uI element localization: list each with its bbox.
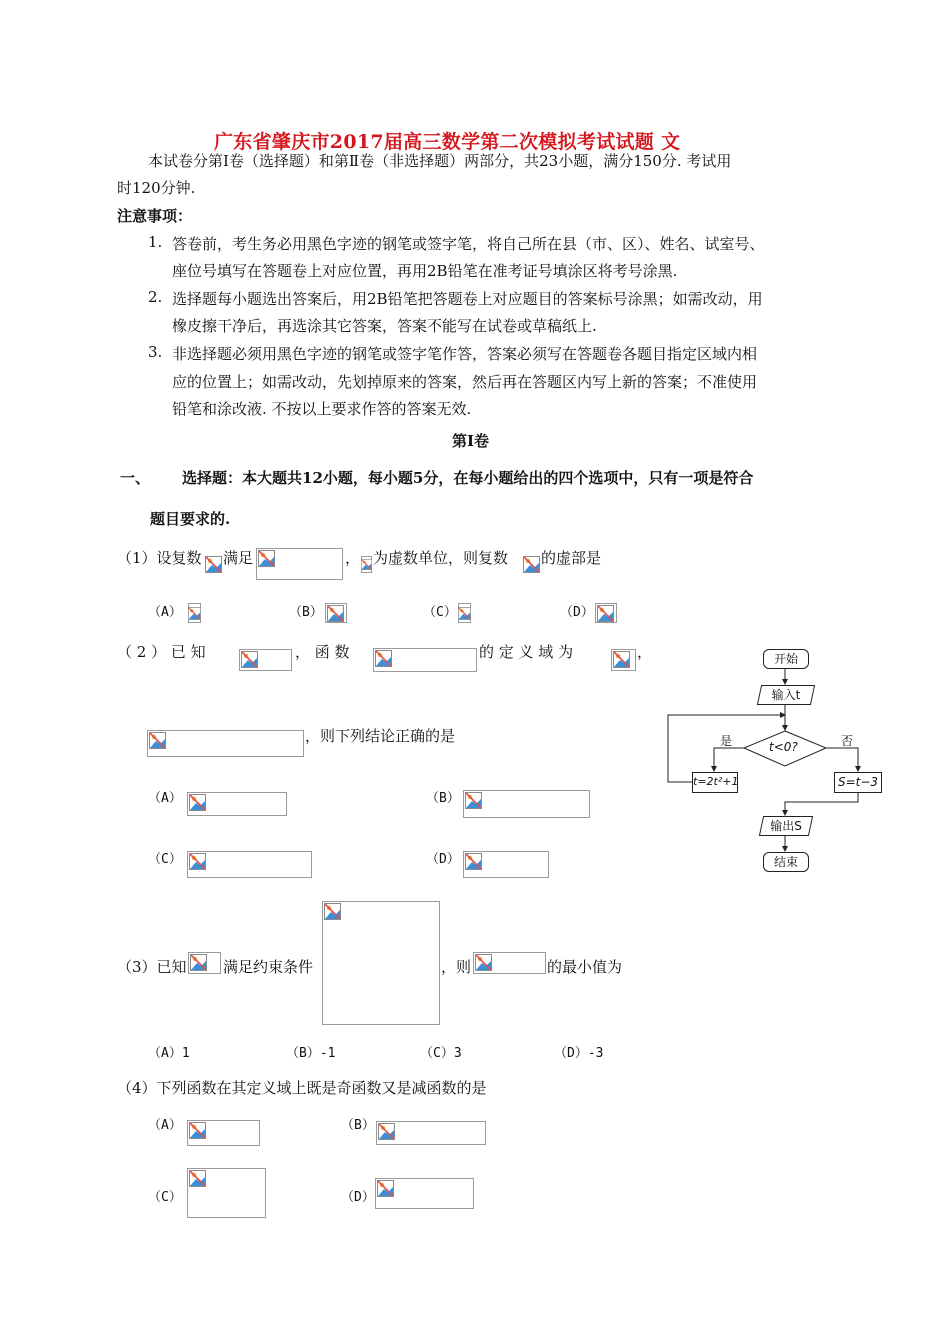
flowchart-process-yes: t=2t²+1 xyxy=(692,772,738,793)
q2-text-4: ， xyxy=(637,643,653,661)
formula-image xyxy=(239,649,292,671)
note-1-line-2: 座位号填写在答题卷上对应位置，再用2B铅笔在准考证号填涂区将考号涂黑. xyxy=(172,262,678,280)
flowchart xyxy=(660,640,910,880)
formula-image xyxy=(187,1120,260,1146)
note-1-line-1: 答卷前，考生务必用黑色字迹的钢笔或签字笔，将自己所在县（市、区）、姓名、试室号、 xyxy=(172,235,765,253)
broken-image-icon xyxy=(475,954,492,971)
broken-image-icon xyxy=(189,1170,206,1187)
formula-image xyxy=(187,1168,266,1218)
q1-option-a-label: （A） xyxy=(148,605,182,620)
note-3-line-3: 铅笔和涂改液. 不按以上要求作答的答案无效. xyxy=(172,400,472,418)
formula-image xyxy=(473,952,546,974)
formula-image xyxy=(187,851,312,878)
broken-image-icon xyxy=(361,556,372,573)
flowchart-process-no: S=t−3 xyxy=(834,772,882,793)
formula-image xyxy=(147,730,304,757)
flowchart-end: 结束 xyxy=(763,852,809,872)
q4-option-a-label: （A） xyxy=(148,1118,182,1133)
q1-option-c-label: （C） xyxy=(423,605,457,620)
notes-heading: 注意事项： xyxy=(117,207,193,225)
flowchart-output xyxy=(759,816,813,836)
broken-image-icon xyxy=(188,605,201,622)
flowchart-no-label: 否 xyxy=(841,734,854,748)
q1-option-b-label: （B） xyxy=(289,605,323,620)
intro-line-2: 时120分钟. xyxy=(117,179,196,197)
q2-text-3: 的 定 义 域 为 xyxy=(479,643,574,661)
broken-image-icon xyxy=(189,853,206,870)
formula-image xyxy=(523,556,540,573)
formula-image xyxy=(187,792,287,816)
flowchart-input-label: 输入t xyxy=(771,688,801,702)
q4-option-b-label: （B） xyxy=(341,1118,375,1133)
broken-image-icon xyxy=(324,903,341,920)
section-heading-line-1: 选择题：本大题共12小题，每小题5分，在每小题给出的四个选项中，只有一项是符合 xyxy=(182,469,754,487)
section-heading-line-2: 题目要求的. xyxy=(150,510,231,528)
q1-text-3: ， xyxy=(345,549,361,567)
broken-image-icon xyxy=(597,605,614,622)
formula-image xyxy=(463,790,590,818)
q4-text: （4）下列函数在其定义域上既是奇函数又是减函数的是 xyxy=(117,1079,487,1097)
broken-image-icon xyxy=(327,605,344,622)
broken-image-icon xyxy=(465,853,482,870)
broken-image-icon xyxy=(258,550,275,567)
flowchart-input xyxy=(757,685,815,705)
formula-image xyxy=(375,1178,474,1209)
formula-image xyxy=(458,603,471,623)
formula-image xyxy=(611,649,636,671)
broken-image-icon xyxy=(241,651,258,668)
q2-text-1: （ 2 ） 已 知 xyxy=(117,643,206,661)
broken-image-icon xyxy=(189,794,206,811)
flowchart-connectors xyxy=(660,640,910,880)
flowchart-start: 开始 xyxy=(763,649,809,669)
broken-image-icon xyxy=(465,792,482,809)
q1-text-1: （1）设复数 xyxy=(117,549,202,567)
broken-image-icon xyxy=(523,556,540,573)
flowchart-condition: t<0? xyxy=(769,740,798,754)
q2-text-2: ， 函 数 xyxy=(295,643,350,661)
broken-image-icon xyxy=(375,650,392,667)
note-number: 2. xyxy=(148,288,163,306)
formula-image xyxy=(188,952,221,974)
q3-option-d: （D）-3 xyxy=(554,1046,604,1061)
formula-image xyxy=(256,548,343,580)
q3-text-4: 的最小值为 xyxy=(547,958,623,976)
q3-text-2: 满足约束条件 xyxy=(223,958,314,976)
formula-image xyxy=(595,603,617,623)
broken-image-icon xyxy=(377,1180,394,1197)
broken-image-icon xyxy=(613,651,630,668)
q2-option-b-label: （B） xyxy=(426,791,460,806)
q1-text-5: 的虚部是 xyxy=(541,549,602,567)
broken-image-icon xyxy=(458,605,471,622)
q3-option-c: （C）3 xyxy=(420,1046,462,1061)
broken-image-icon xyxy=(149,732,166,749)
page-title: 广东省肇庆市2017届高三数学第二次模拟考试试题 文 xyxy=(214,131,681,153)
broken-image-icon xyxy=(189,1122,206,1139)
q3-text-1: （3）已知 xyxy=(117,958,187,976)
note-3-line-2: 应的位置上；如需改动，先划掉原来的答案，然后再在答题区内写上新的答案；不准使用 xyxy=(172,373,758,391)
q4-option-c-label: （C） xyxy=(148,1190,182,1205)
q3-text-3: ，则 xyxy=(441,958,472,976)
q2-option-c-label: （C） xyxy=(148,852,182,867)
q2-option-a-label: （A） xyxy=(148,791,182,806)
formula-image xyxy=(188,603,201,623)
note-number: 1. xyxy=(148,233,163,251)
formula-image xyxy=(373,648,477,672)
note-2-line-1: 选择题每小题选出答案后，用2B铅笔把答题卷上对应题目的答案标号涂黑；如需改动，用 xyxy=(172,290,763,308)
q1-text-4: 为虚数单位，则复数 xyxy=(373,549,509,567)
formula-image xyxy=(361,556,372,573)
section-number: 一、 xyxy=(120,469,151,487)
formula-image xyxy=(325,603,347,623)
broken-image-icon xyxy=(190,954,207,971)
q1-option-d-label: （D） xyxy=(560,605,594,620)
formula-image xyxy=(205,556,222,573)
q2-text-5: ，则下列结论正确的是 xyxy=(305,727,456,745)
q3-option-a: （A）1 xyxy=(148,1046,190,1061)
broken-image-icon xyxy=(205,556,222,573)
formula-image xyxy=(463,851,549,878)
part-title: 第Ⅰ卷 xyxy=(452,432,490,450)
flowchart-output-label: 输出S xyxy=(770,819,802,833)
note-3-line-1: 非选择题必须用黑色字迹的钢笔或签字笔作答，答案必须写在答题卷各题目指定区域内相 xyxy=(172,345,758,363)
intro-line-1: 本试卷分第Ⅰ卷（选择题）和第Ⅱ卷（非选择题）两部分，共23小题，满分150分. 考试用 xyxy=(148,152,732,170)
q3-option-b: （B）-1 xyxy=(286,1046,336,1061)
note-number: 3. xyxy=(148,343,163,361)
broken-image-icon xyxy=(378,1123,395,1140)
q2-option-d-label: （D） xyxy=(426,852,460,867)
formula-image xyxy=(322,901,440,1025)
q4-option-d-label: （D） xyxy=(341,1190,375,1205)
q1-text-2: 满足 xyxy=(223,549,254,567)
formula-image xyxy=(376,1121,486,1145)
flowchart-yes-label: 是 xyxy=(720,734,733,748)
note-2-line-2: 橡皮擦干净后，再选涂其它答案，答案不能写在试卷或草稿纸上. xyxy=(172,317,597,335)
